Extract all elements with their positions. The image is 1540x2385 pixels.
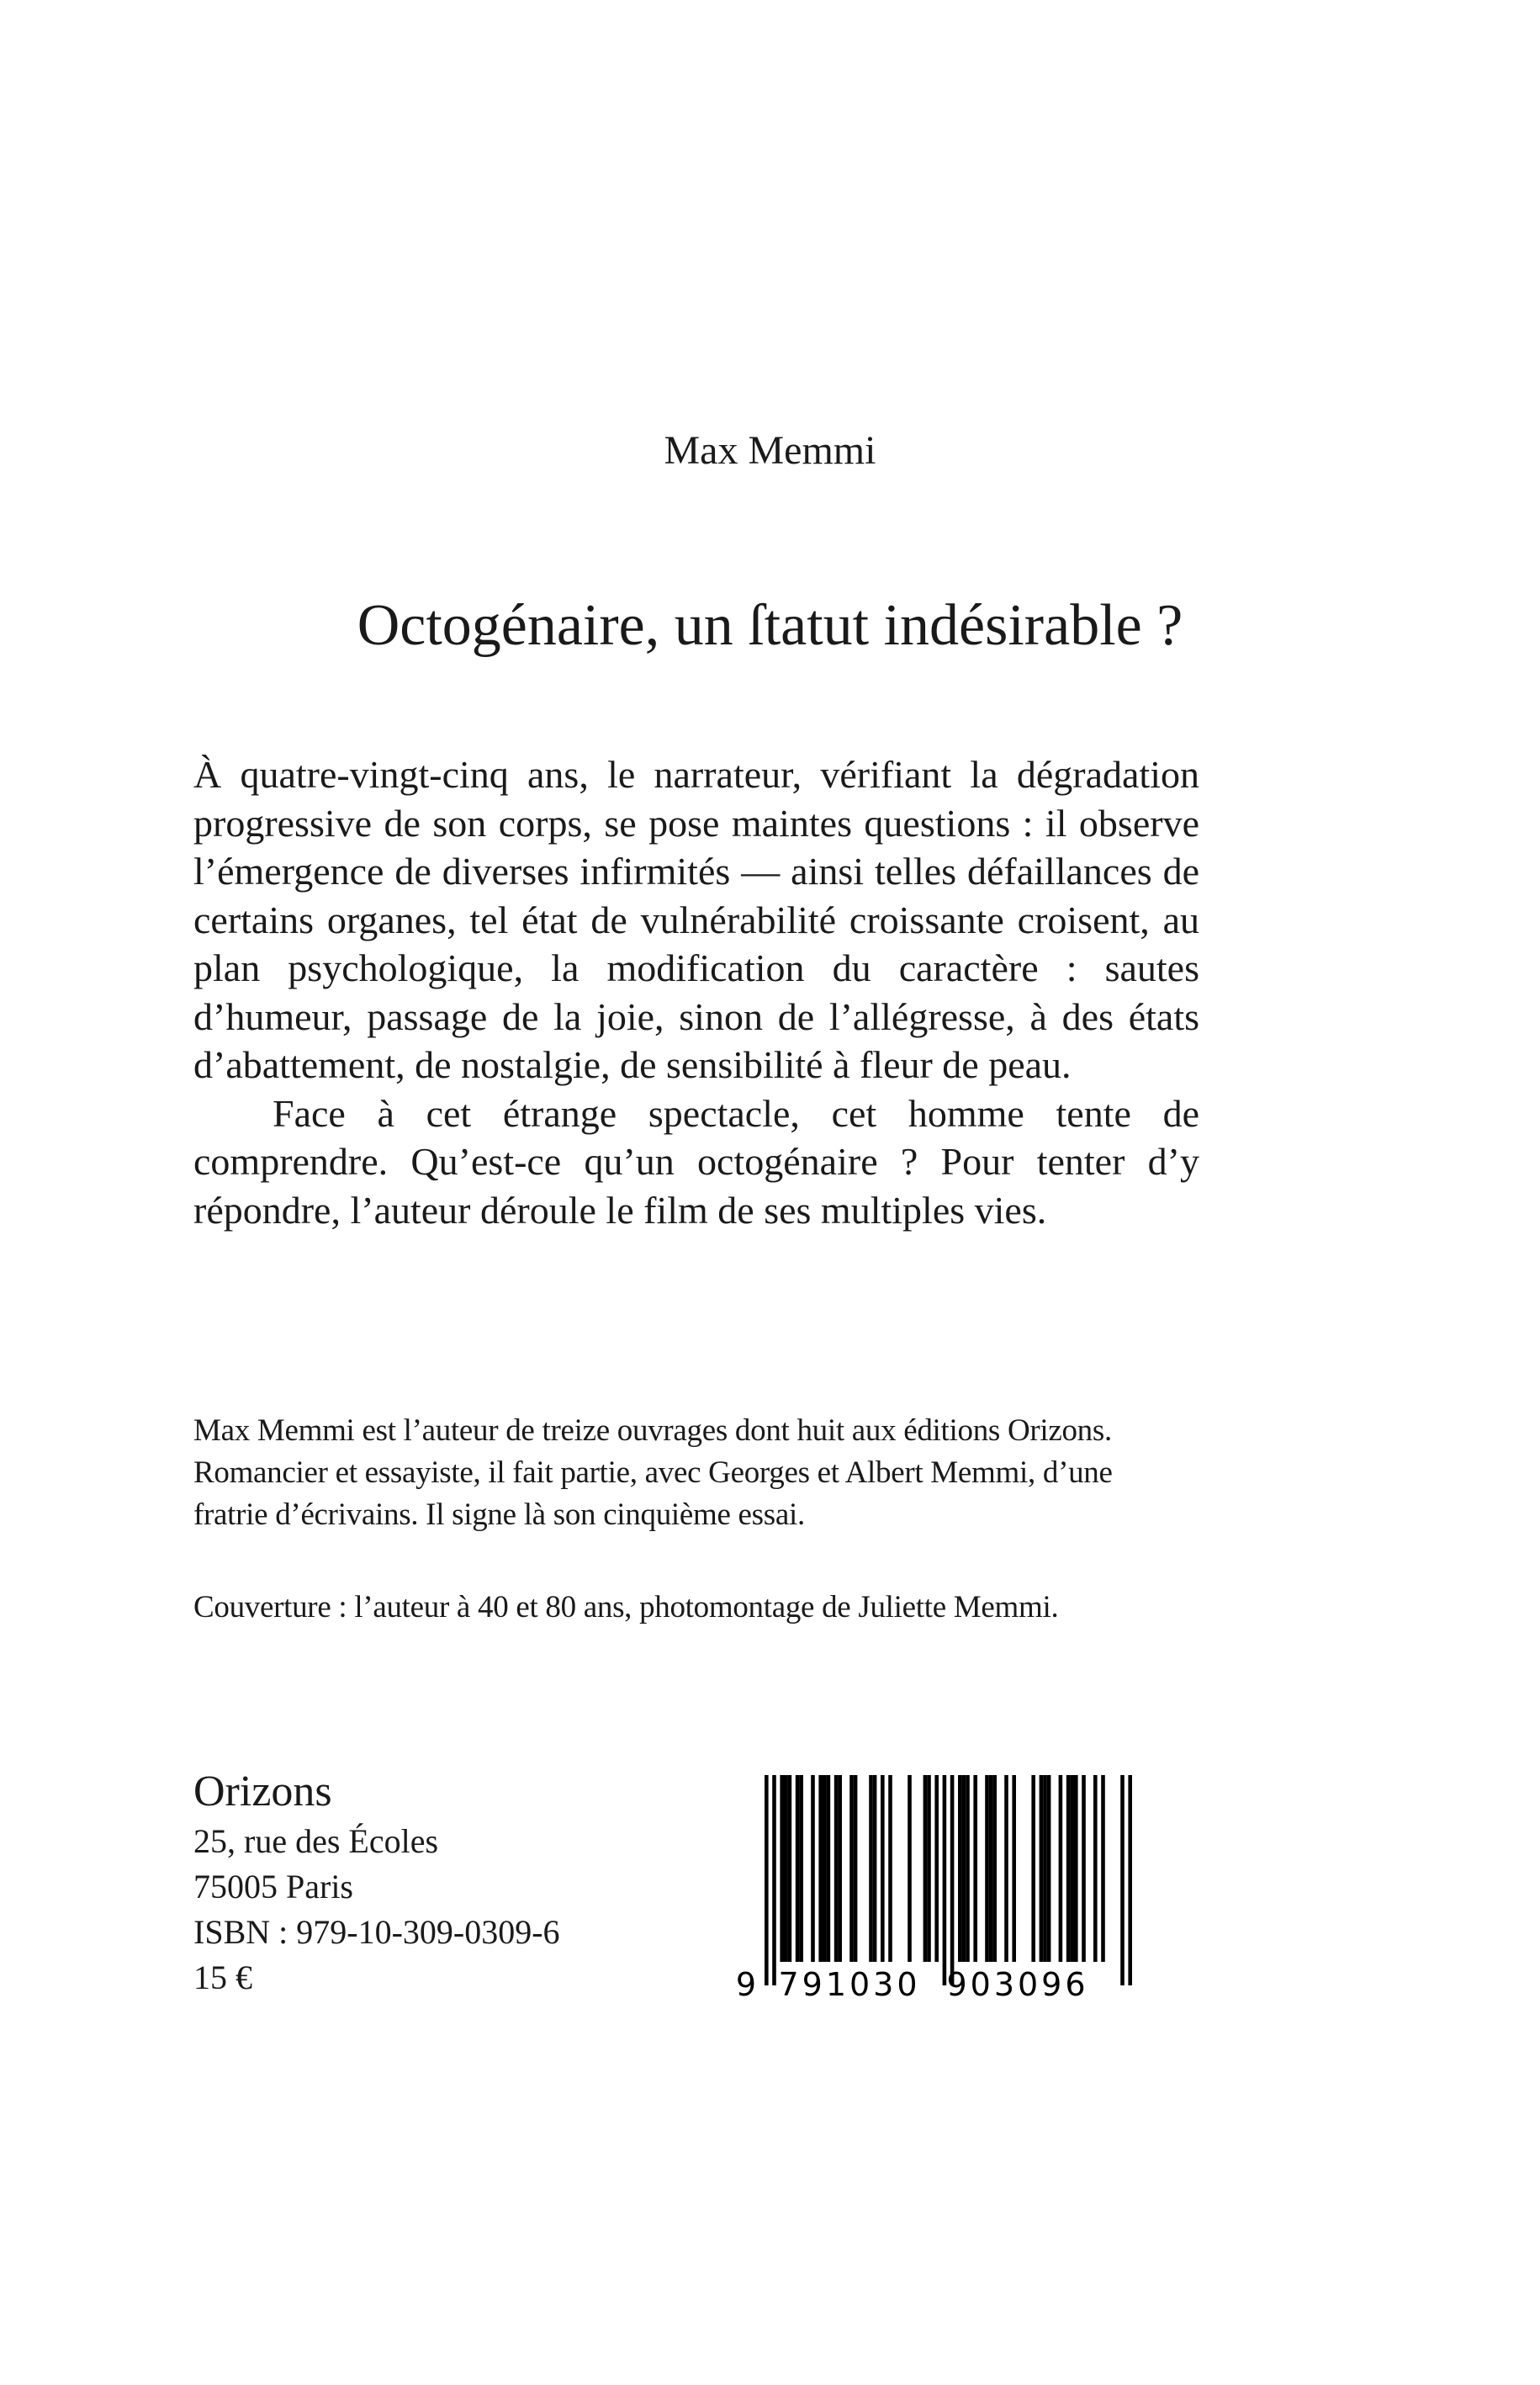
publisher-name: Orizons [193,1768,332,1815]
barcode-bar [927,1775,931,1962]
barcode-bar [973,1775,977,1962]
barcode-guard-bar [1120,1775,1125,1985]
barcode-bar [796,1775,800,1962]
barcode-guard-bar [1128,1775,1132,1985]
blurb-paragraph-2: Face à cet étrange spectacle, cet homme tente de comprendre. Qu’est-ce qu’un octogénaire ? Pour tenter d’y répondre, l’auteur déroule le film de ses multiples vies. [193,1091,1199,1232]
barcode-bar [1031,1775,1035,1962]
barcode-bar [1066,1775,1071,1962]
barcode-guard-bar [950,1775,955,1985]
barcode-bar [823,1775,827,1962]
barcode-bar [873,1775,877,1962]
barcode-bar [1040,1775,1044,1962]
barcode-bar [888,1775,892,1962]
barcode-bar [1070,1775,1074,1962]
barcode-bar [838,1775,842,1962]
barcode-bar [827,1775,831,1962]
blurb-paragraph-1: À quatre-vingt-cinq ans, le narrateur, vérifiant la dégradation progressive de son corps, se pose maintes questions : il observe l’émergence de diverses infirmités — ainsi telles défaillances de certains organes, tel état de vulnérabilité croissante croisent, au plan psychologique, la modification du caractère : sautes d’humeur, passage de la joie, sinon de l’allégresse, à des états d’abattement, de nostalgie, de sensibilité à fleur de peau. [193,753,1199,1086]
barcode-bar [1043,1775,1047,1962]
barcode-bar [881,1775,885,1962]
bio-line-2: Romancier et essayiste, il fait partie, avec Georges et Albert Memmi, d’une [193,1455,1113,1490]
barcode-bar [780,1775,784,1962]
barcode-bar [989,1775,993,1962]
barcode-bar [1074,1775,1078,1962]
barcode-left-digits: 791030 [778,1966,921,2002]
bio-line-1: Max Memmi est l’auteur de treize ouvrages dont huit aux éditions Orizons. [193,1413,1112,1448]
barcode-right-digits: 903096 [946,1966,1089,2002]
barcode-guard-bar [772,1775,776,1985]
barcode-bar [962,1775,966,1962]
barcode-bar [849,1775,854,1962]
barcode-guard-bar [765,1775,769,1985]
barcode-bar [934,1775,939,1962]
barcode-bar [1082,1775,1086,1962]
barcode-guard-bar [943,1775,947,1985]
publisher-street: 25, rue des Écoles [193,1822,439,1860]
barcode-bar [799,1775,803,1962]
author-name: Max Memmi [664,428,876,473]
author-bio [193,1410,1203,1536]
barcode-bar [818,1775,823,1962]
price: 15 € [193,1958,252,1996]
barcode-bar [784,1775,788,1962]
barcode-bar [908,1775,912,1962]
barcode-bar [985,1775,989,1962]
barcode-bar [1059,1775,1063,1962]
barcode-bar [788,1775,792,1962]
barcode-bars [765,1775,1132,1985]
cover-credit: Couverture : l’auteur à 40 et 80 ans, photomontage de Juliette Memmi. [193,1590,1059,1624]
barcode-first-digit: 9 [736,1966,757,2002]
barcode-bar [834,1775,839,1962]
barcode-bar [811,1775,815,1962]
barcode-bar [1004,1775,1008,1962]
barcode-bar [869,1775,873,1962]
isbn: ISBN : 979-10-309-0309-6 [193,1913,560,1951]
publisher-city: 75005 Paris [193,1868,353,1905]
barcode-bar [992,1775,997,1962]
barcode-bar [923,1775,928,1962]
isbn-barcode [736,1775,1156,2002]
book-title: Octogénaire, un ſtatut indésirable ? [357,593,1183,658]
barcode-bar [1047,1775,1051,1962]
barcode-bar [854,1775,858,1962]
barcode-bar [1093,1775,1098,1962]
barcode-bar [958,1775,962,1962]
publisher-block [193,1765,698,2001]
bio-line-3: fratrie d’écrivains. Il signe là son cinquième essai. [193,1497,805,1532]
back-cover-blurb [193,750,1199,1234]
barcode-bar [1012,1775,1016,1962]
barcode-bar [1101,1775,1105,1962]
barcode-bar [966,1775,970,1962]
